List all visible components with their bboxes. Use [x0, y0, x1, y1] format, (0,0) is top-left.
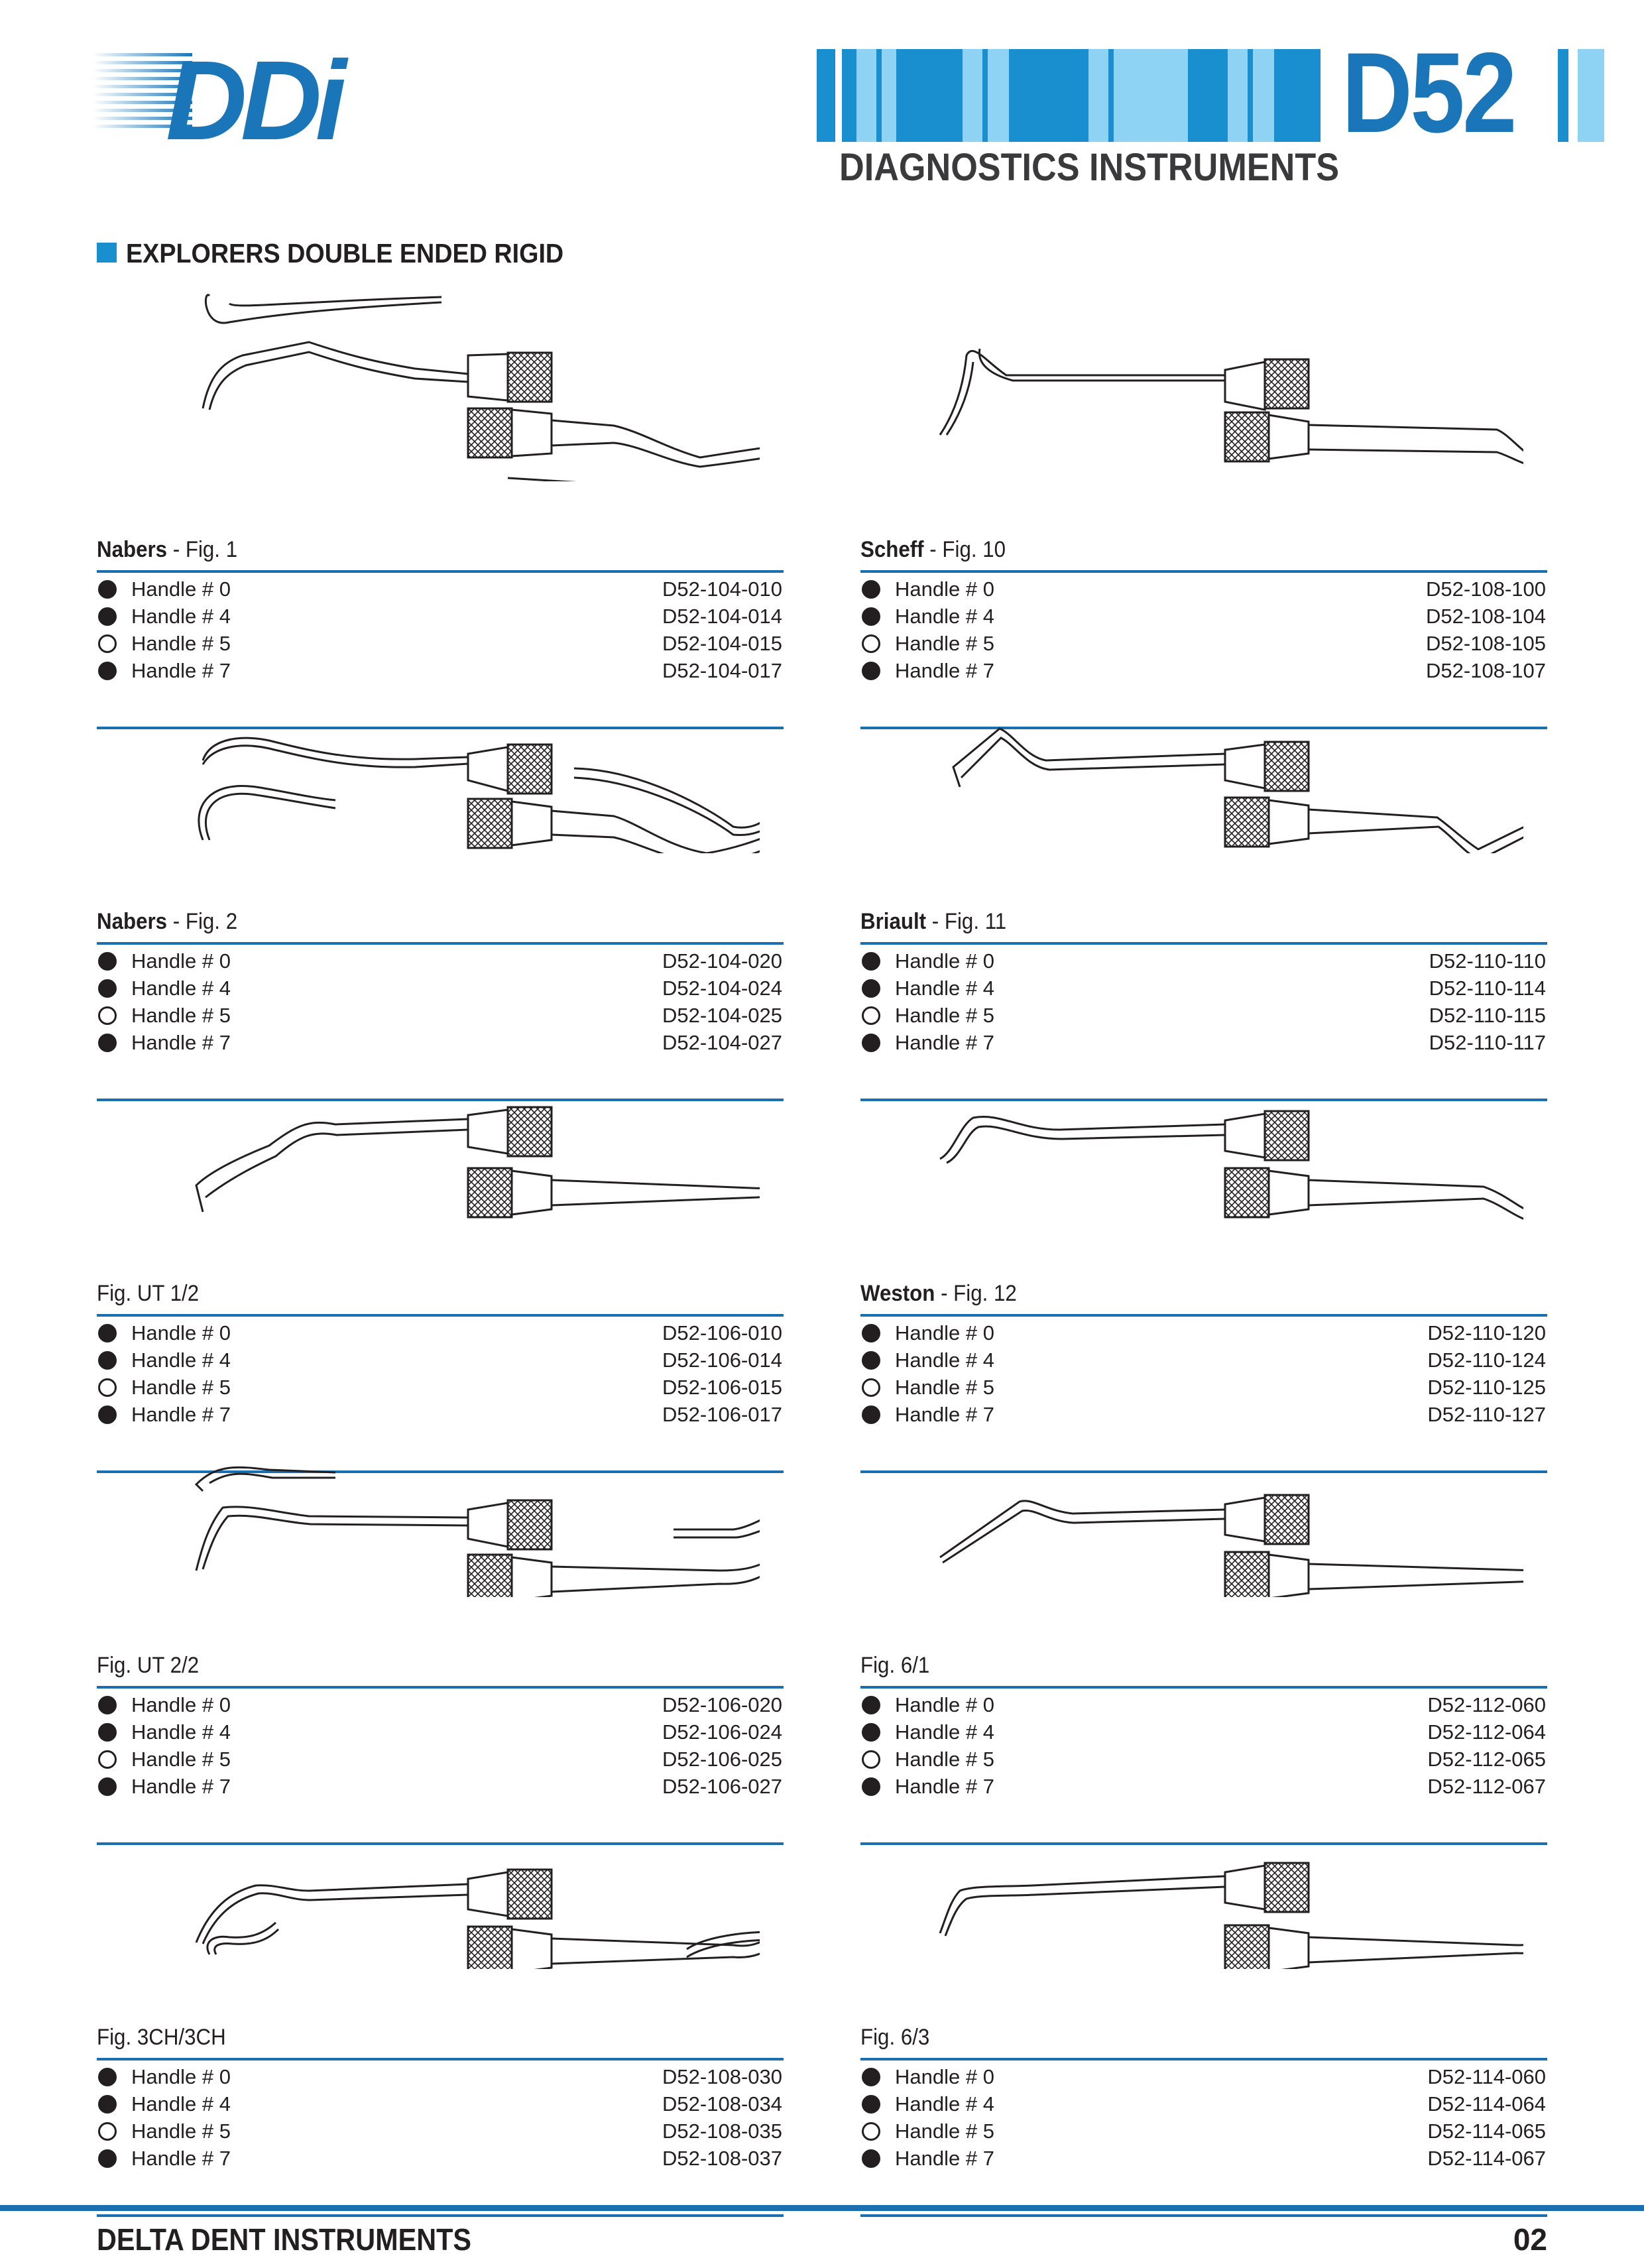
instrument-drawing: [900, 1744, 1523, 1969]
variant-row: [97, 2063, 784, 2090]
handle-label: Handle # 5: [131, 1748, 231, 1771]
product-figure: Fig. 6/1: [860, 1653, 930, 1678]
product-title: Scheff: [860, 537, 924, 562]
product-code: D52-110-114: [1429, 977, 1546, 1000]
product-name: [860, 2021, 929, 2054]
variant-row: [860, 2090, 1547, 2118]
handle-label: Handle # 0: [895, 2065, 994, 2088]
handle-dot-icon: [862, 952, 880, 971]
product-figure: - Fig. 12: [935, 1281, 1017, 1306]
table-rule-top: [860, 1686, 1547, 1689]
product-code: D52-104-020: [662, 949, 782, 973]
table-rule-top: [860, 2058, 1547, 2060]
handle-label: Handle # 0: [131, 2065, 231, 2088]
product-code: D52-110-120: [1427, 1321, 1546, 1344]
handle-dot-icon: [862, 2068, 880, 2086]
variant-row: [860, 947, 1547, 975]
product-code: D52-106-015: [662, 1376, 782, 1399]
variant-row: [860, 603, 1547, 630]
handle-label: Handle # 5: [895, 632, 994, 655]
handle-label: Handle # 4: [895, 1720, 994, 1744]
product-code: D52-114-064: [1427, 2092, 1546, 2116]
product-figure: Fig. UT 2/2: [97, 1653, 200, 1678]
product-code: D52-106-014: [662, 1348, 782, 1372]
product-nabers-fig1: [97, 256, 784, 682]
variant-list: [97, 2063, 784, 2172]
product-figure: - Fig. 10: [923, 537, 1006, 562]
handle-dot-icon: [862, 1324, 880, 1343]
handle-label: Handle # 7: [895, 1403, 994, 1426]
table-rule-top: [97, 1686, 784, 1689]
product-code: D52-106-024: [662, 1720, 782, 1744]
handle-dot-icon: [98, 580, 117, 599]
product-name: [97, 2021, 226, 2054]
handle-label: Handle # 5: [895, 2119, 994, 2143]
instrument-drawing: [900, 1000, 1523, 1225]
product-title: Weston: [860, 1281, 935, 1306]
handle-label: Handle # 5: [131, 2119, 231, 2143]
product-title: Briault: [860, 909, 927, 934]
variant-row: [97, 1319, 784, 1346]
handle-label: Handle # 7: [131, 1403, 231, 1426]
handle-label: Handle # 0: [131, 577, 231, 601]
product-figure: - Fig. 11: [926, 909, 1007, 934]
handle-label: Handle # 0: [131, 949, 231, 973]
handle-dot-icon: [98, 1351, 117, 1370]
product-title: Nabers: [97, 909, 168, 934]
handle-label: Handle # 4: [131, 2092, 231, 2116]
variant-row: [97, 575, 784, 603]
handle-label: Handle # 7: [895, 1031, 994, 1054]
handle-dot-icon: [862, 1351, 880, 1370]
product-code: D52-104-025: [662, 1004, 782, 1027]
handle-label: Handle # 7: [131, 1775, 231, 1798]
variant-row: [860, 1319, 1547, 1346]
instrument-drawing: [900, 1372, 1523, 1597]
product-code: D52-104-027: [662, 1031, 782, 1054]
variant-list: [860, 2063, 1547, 2172]
product-code: D52-104-017: [662, 659, 782, 682]
variant-row: [97, 2145, 784, 2172]
product-code: D52-104-014: [662, 605, 782, 628]
logo-wordmark: DDi: [166, 46, 340, 146]
handle-dot-icon: [98, 2068, 117, 2086]
variant-row: [860, 1691, 1547, 1718]
handle-label: Handle # 7: [895, 659, 994, 682]
variant-row: [860, 2145, 1547, 2172]
handle-dot-icon: [862, 979, 880, 998]
product-fig-6-3: [860, 1744, 1547, 2170]
product-code: D52-104-024: [662, 977, 782, 1000]
handle-label: Handle # 5: [895, 1748, 994, 1771]
variant-row: [860, 975, 1547, 1002]
variant-row: [860, 1346, 1547, 1374]
product-figure: Fig. 6/3: [860, 2025, 930, 2050]
variant-row: [97, 1346, 784, 1374]
handle-dot-icon: [98, 2149, 117, 2168]
product-name: [860, 905, 1006, 938]
variant-row: [860, 2118, 1547, 2145]
product-briault-fig11: [860, 628, 1547, 1054]
product-code: D52-106-017: [662, 1403, 782, 1426]
handle-dot-icon: [98, 607, 117, 626]
handle-dot-icon: [862, 1696, 880, 1714]
variant-row: [97, 2118, 784, 2145]
product-name: [97, 1277, 199, 1310]
handle-label: Handle # 5: [131, 1376, 231, 1399]
instrument-drawing: [137, 1000, 760, 1225]
product-name: [97, 1649, 199, 1682]
handle-label: Handle # 5: [131, 632, 231, 655]
handle-label: Handle # 5: [895, 1376, 994, 1399]
product-code: D52-108-100: [1426, 577, 1546, 601]
instrument-drawing: [137, 1372, 760, 1597]
instrument-drawing: [137, 1744, 760, 1969]
product-code: D52-108-107: [1426, 659, 1546, 682]
product-code: D52-110-127: [1427, 1403, 1546, 1426]
handle-label: Handle # 4: [895, 1348, 994, 1372]
table-rule-bottom: [860, 2214, 1547, 2217]
product-code: D52-110-110: [1429, 949, 1546, 973]
variant-row: [97, 947, 784, 975]
handle-label: Handle # 7: [895, 1775, 994, 1798]
page-number: 02: [1513, 2222, 1547, 2257]
product-code: D52-114-067: [1427, 2147, 1546, 2170]
handle-label: Handle # 0: [895, 1321, 994, 1344]
table-rule-top: [860, 570, 1547, 573]
variant-row: [860, 2063, 1547, 2090]
handle-dot-icon: [862, 607, 880, 626]
product-code: D52-110-124: [1427, 1348, 1546, 1372]
product-figure: - Fig. 1: [167, 537, 238, 562]
product-name: [860, 1277, 1017, 1310]
variant-row: [97, 2090, 784, 2118]
product-name: [97, 533, 237, 566]
product-code: D52-112-064: [1427, 1720, 1546, 1744]
table-rule-top: [97, 942, 784, 945]
handle-label: Handle # 0: [895, 949, 994, 973]
handle-dot-icon: [862, 580, 880, 599]
product-code: D52-106-020: [662, 1693, 782, 1716]
product-scheff-fig10: [860, 256, 1547, 682]
handle-dot-icon: [98, 979, 117, 998]
handle-label: Handle # 7: [895, 2147, 994, 2170]
section-title: EXPLORERS DOUBLE ENDED RIGID: [126, 238, 564, 269]
product-code: D52-108-104: [1426, 605, 1546, 628]
variant-row: [97, 603, 784, 630]
handle-dot-open-icon: [862, 2122, 880, 2141]
handle-dot-icon: [98, 1696, 117, 1714]
table-rule-bottom: [97, 2214, 784, 2217]
handle-dot-icon: [98, 952, 117, 971]
handle-dot-icon: [862, 2149, 880, 2168]
handle-dot-icon: [862, 2095, 880, 2114]
product-fig-6-1: [860, 1372, 1547, 1798]
handle-label: Handle # 0: [895, 577, 994, 601]
product-weston-fig12: [860, 1000, 1547, 1426]
handle-label: Handle # 4: [895, 605, 994, 628]
product-code: D52-114-065: [1427, 2119, 1546, 2143]
handle-label: Handle # 5: [131, 1004, 231, 1027]
product-figure: - Fig. 2: [167, 909, 238, 934]
product-code: D52-114-060: [1427, 2065, 1546, 2088]
variant-row: [97, 1718, 784, 1746]
instrument-drawing: [900, 628, 1523, 853]
product-code: D52-110-117: [1429, 1031, 1546, 1054]
handle-label: Handle # 4: [895, 2092, 994, 2116]
product-code: D52-104-015: [662, 632, 782, 655]
product-code: D52-106-010: [662, 1321, 782, 1344]
instrument-drawing: [137, 628, 760, 853]
handle-label: Handle # 4: [895, 977, 994, 1000]
product-code: D52-110-125: [1427, 1376, 1546, 1399]
footer-brand: DELTA DENT INSTRUMENTS: [97, 2222, 472, 2257]
product-nabers-fig2: [97, 628, 784, 1054]
product-code: D52-112-067: [1427, 1775, 1546, 1798]
catalog-title: DIAGNOSTICS INSTRUMENTS: [839, 146, 1340, 189]
product-code: D52-112-060: [1427, 1693, 1546, 1716]
handle-label: Handle # 0: [131, 1693, 231, 1716]
handle-label: Handle # 0: [895, 1693, 994, 1716]
product-name: [860, 533, 1006, 566]
variant-row: [97, 1691, 784, 1718]
handle-label: Handle # 5: [895, 1004, 994, 1027]
handle-dot-open-icon: [98, 2122, 117, 2141]
product-code: D52-112-065: [1427, 1748, 1546, 1771]
product-code: D52-108-037: [662, 2147, 782, 2170]
handle-label: Handle # 4: [131, 1720, 231, 1744]
table-rule-top: [97, 1314, 784, 1317]
product-code: D52-108-034: [662, 2092, 782, 2116]
handle-label: Handle # 7: [131, 1031, 231, 1054]
product-title: Nabers: [97, 537, 168, 562]
variant-row: [860, 575, 1547, 603]
product-code: D52-106-025: [662, 1748, 782, 1771]
product-fig-ut-1-2: [97, 1000, 784, 1426]
product-name: [860, 1649, 929, 1682]
product-code: D52-108-035: [662, 2119, 782, 2143]
series-code: D52: [1342, 29, 1515, 156]
variant-row: [860, 1718, 1547, 1746]
handle-dot-icon: [862, 1723, 880, 1742]
footer-rule: [0, 2205, 1644, 2211]
ddi-logo: [93, 46, 358, 146]
handle-label: Handle # 7: [131, 2147, 231, 2170]
handle-label: Handle # 0: [131, 1321, 231, 1344]
product-figure: Fig. 3CH/3CH: [97, 2025, 226, 2050]
table-rule-top: [860, 942, 1547, 945]
handle-dot-icon: [98, 1324, 117, 1343]
product-fig-3ch-3ch: [97, 1744, 784, 2170]
instrument-drawing: [137, 256, 760, 481]
table-rule-top: [860, 1314, 1547, 1317]
table-rule-top: [97, 2058, 784, 2060]
table-rule-top: [97, 570, 784, 573]
handle-label: Handle # 4: [131, 605, 231, 628]
product-fig-ut-2-2: [97, 1372, 784, 1798]
product-figure: Fig. UT 1/2: [97, 1281, 200, 1306]
product-name: [97, 905, 237, 938]
handle-dot-icon: [98, 1723, 117, 1742]
handle-label: Handle # 4: [131, 1348, 231, 1372]
variant-row: [97, 975, 784, 1002]
handle-label: Handle # 4: [131, 977, 231, 1000]
handle-label: Handle # 7: [131, 659, 231, 682]
product-code: D52-104-010: [662, 577, 782, 601]
product-code: D52-110-115: [1429, 1004, 1546, 1027]
product-code: D52-106-027: [662, 1775, 782, 1798]
product-code: D52-108-030: [662, 2065, 782, 2088]
product-code: D52-108-105: [1426, 632, 1546, 655]
handle-dot-icon: [98, 2095, 117, 2114]
instrument-drawing: [900, 256, 1523, 481]
